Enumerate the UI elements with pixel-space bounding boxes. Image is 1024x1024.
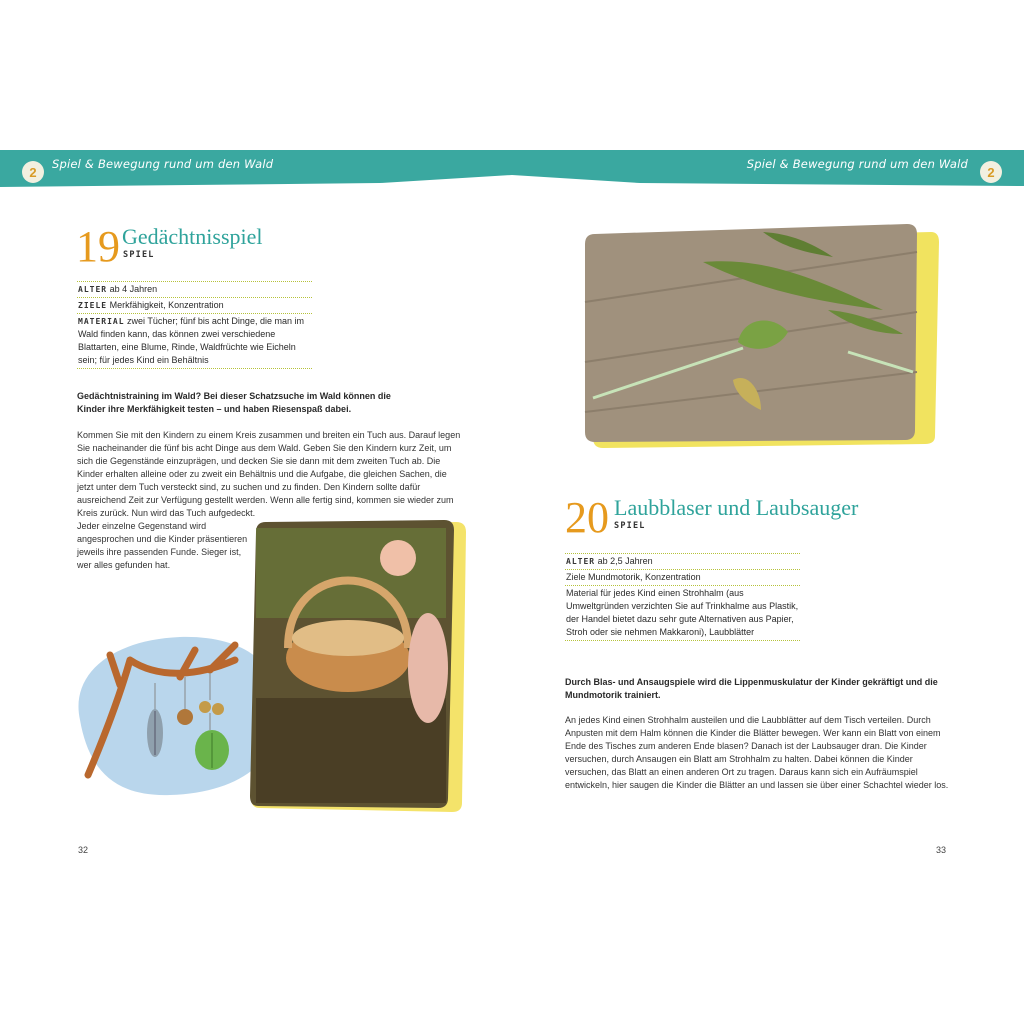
info-value: Mundmotorik, Konzentration (588, 572, 701, 582)
game-number: 19 (76, 222, 120, 271)
game-type: SPIEL (614, 521, 646, 531)
info-value: für jedes Kind einen Strohhalm (aus Umweltgründen verzichten Sie auf Trinkhalme aus Plastik, der Handel bietet dazu sehr gute Alternativen aus Papier, Stroh oder sie nehmen Makkaroni), Laubblätter (566, 588, 799, 637)
page-number: 33 (936, 845, 947, 855)
info-value: Merkfähigkeit, Konzentration (109, 300, 224, 310)
game-body-text: Kommen Sie mit den Kindern zu einem Kreis zusammen und breiten ein Tuch aus. Darauf legen Sie nacheinander die fünf bis acht Dinge aus dem Wald. Geben Sie den Kindern kurz Zeit, um sich die Gegenstände einzuprägen, und decken Sie sie dann mit dem zweiten Tuch ab. Die Kinder erhalten alleine oder zu zweit ein Behältnis und die Aufgabe, die gleichen Sachen, die jetzt unter dem Tuch versteckt sind, zu suchen und zu finden. Den Kindern sollte dafür ausreichend Zeit zur Verfügung gestellt werden. Wenn alle fertig sind, kommen sie wieder zum Kreis zurück. Nun wird das Tuch aufgedeckt. (77, 430, 461, 518)
game-lead-text: Durch Blas- und Ansaugspiele wird die Lippenmuskulatur der Kinder gekräftigt und die Mundmotorik trainiert. (565, 677, 938, 700)
page-number: 32 (78, 845, 89, 855)
chapter-number-badge-right: 2 (980, 161, 1002, 183)
game-info-box (565, 553, 800, 641)
game-info-box (77, 281, 312, 369)
info-row-goals (565, 570, 800, 586)
info-key: Ziele (566, 572, 586, 582)
game-number: 20 (565, 493, 609, 542)
info-key: MATERIAL (78, 317, 125, 326)
info-row-material (77, 314, 312, 369)
game-body-text: An jedes Kind einen Strohhalm austeilen und die Laubblätter auf dem Tisch verteilen. Durch Anpusten mit dem Halm können die Kinder die Blätter bewegen. Wer kann ein Blatt von einem Ende des Tisches zum anderen Ende blasen? Danach ist der Laubsauger dran. Die Kinder versuchen, durch Ansaugen ein Blatt am Strohhalm zu halten. Dabei können die Kinder versuchen, das Blatt an einen anderen Ort zu tragen. Daraus kann sich ein Aufräumspiel entwickeln, hier saugen die Kinder die Blätter an und lassen sie über einer Schachtel wieder los. (565, 715, 949, 790)
info-value: ab 4 Jahren (109, 284, 158, 294)
info-key: Material (566, 588, 599, 598)
info-row-goals (77, 298, 312, 314)
chapter-title-left: Spiel & Bewegung rund um den Wald (52, 157, 274, 171)
info-key: ALTER (566, 557, 596, 566)
game-lead-text: Gedächtnistraining im Wald? Bei dieser Schatzsuche im Wald können die Kinder ihre Merkfähigkeit testen – und haben Riesenspaß dabei. (77, 391, 391, 414)
info-row-age (565, 554, 800, 570)
info-key: ALTER (78, 285, 108, 294)
info-value: zwei Tücher; fünf bis acht Dinge, die man im Wald finden kann, das können zwei verschiedene Blattarten, eine Blume, Rinde, Waldfrüchte wie Eicheln sein; für jedes Kind ein Behältnis (78, 316, 304, 365)
game-title: Gedächtnisspiel (122, 224, 263, 249)
info-row-material (565, 586, 800, 641)
info-value: ab 2,5 Jahren (597, 556, 653, 566)
info-row-age (77, 282, 312, 298)
game-body-continued: Jeder einzelne Gegenstand wird angesprochen und die Kinder präsentieren jeweils ihre passenden Funde. Sieger ist, wer alles gefunden hat. (77, 521, 248, 570)
basket-forest-photo (248, 518, 468, 816)
info-key: ZIELE (78, 301, 108, 310)
chapter-number-badge-left: 2 (22, 161, 44, 183)
game-type: SPIEL (123, 250, 155, 260)
chapter-title-right: Spiel & Bewegung rund um den Wald (746, 157, 968, 171)
leaves-table-photo (583, 222, 943, 450)
game-title: Laubblaser und Laubsauger (614, 495, 859, 520)
